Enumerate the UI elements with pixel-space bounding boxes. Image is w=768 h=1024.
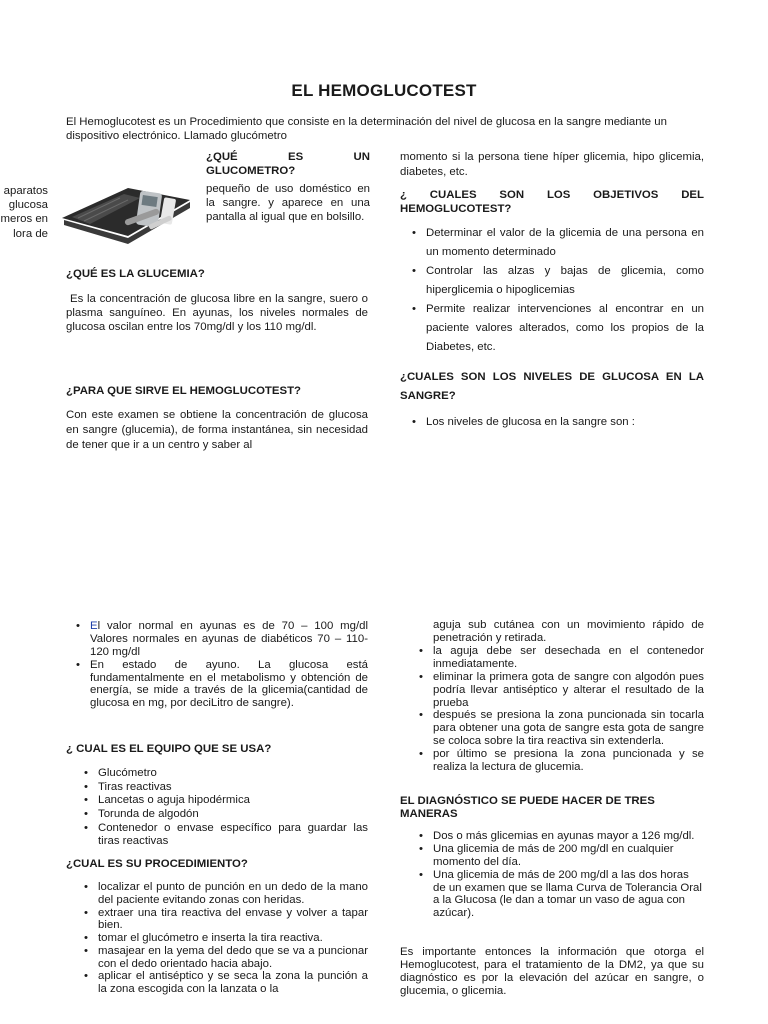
diagnostico-list (433, 830, 704, 920)
list-item: • localizar el punto de punción en un dedo de la mano del paciente evitando zonas con heridas. (98, 881, 368, 907)
glucometro-heading-line2: GLUCOMETRO? (206, 164, 296, 177)
cutoff-text-fragment (0, 185, 48, 242)
list-item: • Una glicemia de más de 200 mg/dl a las dos horas de un examen que se llama Curva de Tolerancia Oral a la Glucosa (le dan a tomar un vaso de agua con azúcar). (433, 869, 704, 921)
list-item-text: l valor normal en ayunas es de 70 – 100 mg/dl Valores normales en ayunas de diabéticos 70 – 110- 120 mg/dl (90, 620, 368, 658)
list-item: • extraer una tira reactiva del envase y volver a tapar bien. (98, 907, 368, 933)
equipo-heading: ¿ CUAL ES EL EQUIPO QUE SE USA? (66, 743, 272, 755)
list-item: • Glucómetro (98, 767, 368, 781)
list-item: • tomar el glucómetro e inserta la tira reactiva. (98, 932, 368, 945)
glucometro-heading (206, 151, 370, 179)
list-item: • Torunda de algodón (98, 808, 368, 822)
para-que-text: Con este examen se obtiene la concentración de glucosa en sangre (glucemia), de forma instantánea, sin necesidad de tener que ir a un centro y saber al (66, 409, 368, 451)
procedimiento-list (98, 881, 368, 996)
col2-bottom-continuation: aguja sub cutánea con un movimiento rápido de penetración y retirada. (433, 619, 704, 644)
list-item: • En estado de ayuno. La glucosa está fundamentalmente en el metabolismo y obtención de energía, se mide a través de la glicemia(cantidad de glucosa en mg, por deciLitro de sangre). (90, 659, 368, 711)
niveles-heading: ¿CUALES SON LOS NIVELES DE GLUCOSA EN LA SANGRE? (400, 371, 704, 402)
glucometer-kit-image (58, 178, 194, 248)
list-item (90, 620, 368, 659)
glucemia-heading: ¿QUÉ ES LA GLUCEMIA? (66, 268, 205, 280)
glucemia-text: Es la concentración de glucosa libre en la sangre, suero o plasma sanguíneo. En ayunas, los niveles normales de glucosa oscilan entre los 70mg/dl y los 110 mg/dl. (66, 293, 368, 333)
list-item: • Permite realizar intervenciones al encontrar en un paciente valores alterados, como los propios de la Diabetes, etc. (426, 300, 704, 357)
page-title: EL HEMOGLUCOTEST (291, 81, 477, 100)
list-item: • Controlar las alzas y bajas de glicemia, como hiperglicemia o hipoglicemias (426, 262, 704, 300)
list-item: • Lancetas o aguja hipodérmica (98, 794, 368, 808)
drop-letter: E (90, 620, 98, 632)
list-item: • masajear en la yema del dedo que se va a puncionar con el dedo orientado hacia abajo. (98, 945, 368, 971)
cutoff-line: aparatos (3, 185, 48, 197)
cutoff-line: lora de (13, 227, 48, 240)
objetivos-heading-line1: ¿ CUALES SON LOS OBJETIVOS DEL (400, 189, 704, 201)
intro-paragraph: El Hemoglucotest es un Procedimiento que consiste en la determinación del nivel de glucosa en la sangre mediante un dispositivo electrónico. Llamado glucómetro (66, 116, 667, 142)
cutoff-line: meros en (0, 213, 48, 226)
valores-list (90, 620, 368, 710)
closing-paragraph: Es importante entonces la información que otorga el Hemoglucotest, para el tratamiento de la DM2, ya que su diagnóstico es por la elevación del azúcar en sangre, o glucemia, o glicemia. (400, 946, 704, 997)
procedimiento-continued-list (433, 645, 704, 774)
list-item: • aplicar el antiséptico y se seca la zona la punción a la zona escogida con la lanzata o la (98, 970, 368, 996)
list-item: • la aguja debe ser desechada en el contenedor inmediatamente. (433, 645, 704, 671)
list-item: • Determinar el valor de la glicemia de una persona en un momento determinado (426, 224, 704, 262)
procedimiento-heading: ¿CUAL ES SU PROCEDIMIENTO? (66, 858, 248, 870)
list-item: • Dos o más glicemias en ayunas mayor a 126 mg/dl. (433, 830, 704, 843)
objetivos-heading-line2: HEMOGLUCOTEST? (400, 203, 512, 215)
list-item: • por último se presiona la zona puncionada y se realiza la lectura de glucemia. (433, 748, 704, 774)
list-item: • Una glicemia de más de 200 mg/dl en cualquier momento del día. (433, 843, 704, 869)
list-item: • después se presiona la zona puncionada sin tocarla para obtener una gota de sangre esta gota de sangre se coloca sobre la tira reactiva sin extenderla. (433, 709, 704, 748)
list-item: • Los niveles de glucosa en la sangre son : (426, 416, 704, 430)
equipo-list (98, 767, 368, 849)
list-item: • Contenedor o envase específico para guardar las tiras reactivas (98, 822, 368, 849)
cutoff-line: glucosa (8, 199, 48, 212)
glucometro-text: pequeño de uso doméstico en la sangre. y aparece en una pantalla al igual que en bolsillo. (206, 183, 370, 223)
list-item: • Tiras reactivas (98, 781, 368, 795)
diagnostico-heading: EL DIAGNÓSTICO SE PUEDE HACER DE TRES MANERAS (400, 795, 655, 821)
objetivos-list (426, 224, 704, 357)
para-que-heading: ¿PARA QUE SIRVE EL HEMOGLUCOTEST? (66, 385, 302, 397)
col2-continuation: momento si la persona tiene híper glicemia, hipo glicemia, diabetes, etc. (400, 151, 704, 178)
niveles-list (426, 416, 704, 430)
glucometro-heading-line1: ¿QUÉ ES UN (206, 151, 370, 163)
list-item: • eliminar la primera gota de sangre con algodón pues podría llevar antiséptico y alterar el resultado de la prueba (433, 671, 704, 710)
